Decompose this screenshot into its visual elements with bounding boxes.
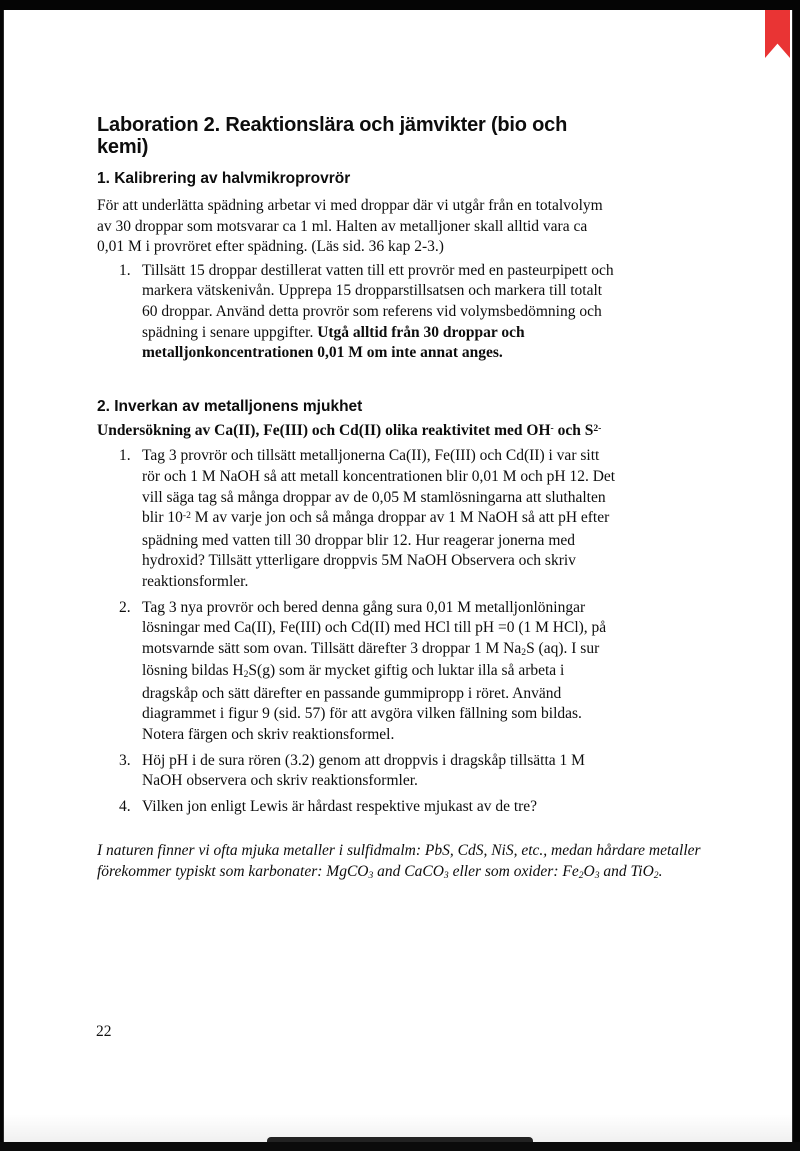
page-title: Laboration 2. Reaktionslära och jämvikter (bio och kemi)	[97, 114, 568, 158]
list-item-number: 3.	[119, 751, 131, 769]
list-item-text: Höj pH i de sura rören (3.2) genom att droppvis i dragskåp tillsätta 1 M NaOH observera och skriv reaktionsformler.	[142, 751, 585, 790]
list-item	[119, 751, 617, 792]
bold-text: Utgå alltid från 30 droppar och metalljonkoncentrationen 0,01 M om inte annat anges.	[142, 323, 525, 362]
section1-intro-paragraph: För att underlätta spädning arbetar vi med droppar där vi utgår från en totalvolym av 30 droppar som motsvarar ca 1 ml. Halten av metalljoner skall alltid vara ca 0,01 M i provröret efter spädning. (Läs sid. 36 kap 2-3.)	[97, 197, 603, 256]
section2-heading: 2. Inverkan av metalljonens mjukhet	[97, 397, 363, 415]
bookmark-ribbon-icon[interactable]	[765, 10, 790, 58]
footnote-paragraph: I naturen finner vi ofta mjuka metaller i sulfidmalm: PbS, CdS, NiS, etc., medan hårdare metaller förekommer typiskt som karbonater: MgCO3 and CaCO3 eller som oxider: Fe2O3 and TiO2.	[97, 842, 701, 881]
list-item-text: Tag 3 nya provrör och bered denna gång sura 0,01 M metalljonlöningar lösningar med Ca(II), Fe(III) och Cd(II) med HCl till pH =0 (1 M HCl), på motsvarnde sätt som ovan. Tillsätt därefter 3 droppar 1 M Na2S (aq). I sur lösning bildas H2S(g) som är mycket giftig och luktar illa så arbeta i dragskåp och sätt därefter en passande gummipropp i röret. Använd diagrammet i figur 9 (sid. 57) för att avgöra vilken fällning som bildas. Notera färgen och skriv reaktionsformel.	[142, 598, 607, 744]
list-item-text: Vilken jon enligt Lewis är hårdast respektive mjukast av de tre?	[142, 797, 538, 815]
sub-text: 2	[521, 646, 527, 658]
list-item	[119, 261, 617, 364]
section2-list	[97, 446, 617, 817]
sup-text: -2	[182, 510, 191, 522]
sub-text: 3	[368, 869, 374, 881]
page-number: 22	[96, 1023, 112, 1040]
sub-text: 3	[443, 869, 449, 881]
sub-text: 2	[243, 669, 249, 681]
list-item-number: 1.	[119, 261, 131, 279]
section1-list	[97, 261, 617, 364]
list-item	[119, 446, 617, 592]
list-item-number: 2.	[119, 598, 131, 616]
section1-heading: 1. Kalibrering av halvmikroprovrör	[97, 170, 351, 187]
document-content	[4, 10, 701, 885]
section2-subheading: Undersökning av Ca(II), Fe(III) och Cd(II) olika reaktivitet med OH- och $S^{2-}$	[97, 421, 602, 439]
document-page	[3, 10, 793, 1142]
list-item-text: Tag 3 provrör och tillsätt metalljonerna Ca(II), Fe(III) och Cd(II) i var sitt rör och 1 M NaOH så att metall koncentrationen blir 0,01 M och pH 12. Det vill säga tag så många droppar av de 0,05 M stamlösningarna att sluthalten blir $10^{-2}$ M av varje jon och så många droppar av 1 M NaOH så att pH efter spädning med vatten till 30 droppar blir 12. Hur reagerar jonerna med hydroxid? Tillsätt ytterligare droppvis 5M NaOH Observera och skriv reaktionsformler.	[142, 447, 616, 590]
sub-text: 3	[594, 869, 600, 881]
list-item-text: Tillsätt 15 droppar destillerat vatten till ett provrör med en pasteurpipett och markera vätskenivån. Upprepa 15 dropparstillsatsen och markera till totalt 60 droppar. Använd detta provrör som referens vid volymsbedömning och spädning i senare uppgifter. Utgå alltid från 30 droppar och metalljonkoncentrationen 0,01 M om inte annat anges.	[142, 261, 614, 362]
list-item	[119, 797, 617, 818]
list-item-number: 1.	[119, 447, 131, 465]
sub-text: 2	[578, 869, 584, 881]
list-item-number: 4.	[119, 797, 131, 815]
sub-text: 2	[653, 869, 659, 881]
bottom-bar	[0, 1142, 800, 1151]
sup-text: 2-	[593, 422, 602, 434]
list-item	[119, 598, 617, 746]
sup-text: -	[550, 422, 554, 434]
